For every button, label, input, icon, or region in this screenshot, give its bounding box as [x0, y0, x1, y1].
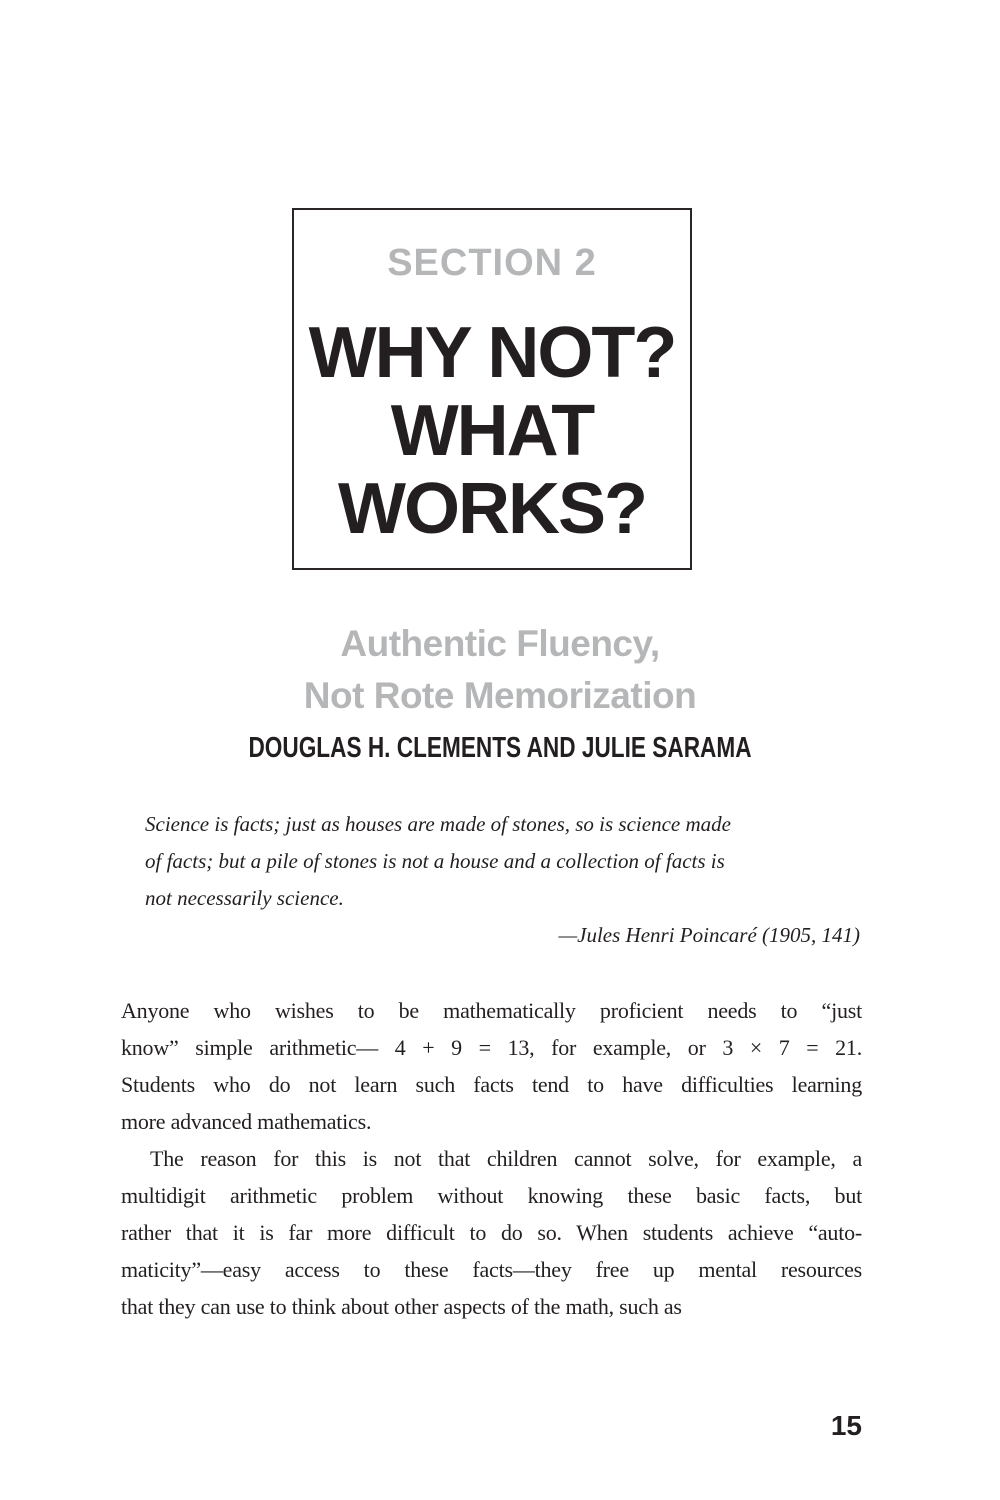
- text-line: WHY NOT?: [308, 313, 676, 393]
- text-line: that they can use to think about other aspects of the math, such as: [121, 1294, 682, 1319]
- body-paragraph-1: [121, 992, 862, 1140]
- section-title: [292, 314, 692, 548]
- epigraph: [145, 806, 860, 954]
- text-line: maticity”—easy access to these facts—they free up mental resources: [121, 1257, 862, 1282]
- text-line: multidigit arithmetic problem without knowing these basic facts, but: [121, 1183, 862, 1208]
- text-line: of facts; but a pile of stones is not a house and a collection of facts is: [145, 849, 725, 873]
- chapter-subtitle: [0, 618, 1000, 722]
- section-kicker: SECTION 2: [387, 242, 597, 284]
- text-line: Anyone who wishes to be mathematically proficient needs to “just: [121, 998, 862, 1023]
- epigraph-text: [145, 806, 860, 917]
- text-line: Students who do not learn such facts tend to have difficulties learning: [121, 1072, 862, 1097]
- text-line: Science is facts; just as houses are made of stones, so is science made: [145, 812, 731, 836]
- text-line: rather that it is far more difficult to do so. When students achieve “auto-: [121, 1220, 862, 1245]
- text-line: WHAT: [390, 391, 594, 471]
- page-number: 15: [830, 1410, 862, 1441]
- text-line: Not Rote Memorization: [303, 675, 697, 716]
- text-line: not necessarily science.: [145, 886, 344, 910]
- author-byline: DOUGLAS H. CLEMENTS AND JULIE SARAMA: [248, 732, 752, 764]
- text-line: know” simple arithmetic— 4 + 9 = 13, for example, or 3 × 7 = 21.: [121, 1035, 862, 1060]
- body-text: [121, 992, 862, 1325]
- text-line: WORKS?: [338, 469, 646, 549]
- text-line: The reason for this is not that children cannot solve, for example, a: [150, 1146, 862, 1171]
- text-line: Authentic Fluency,: [340, 623, 660, 664]
- epigraph-attribution: —Jules Henri Poincaré (1905, 141): [558, 923, 860, 947]
- text-line: more advanced mathematics.: [121, 1109, 372, 1134]
- body-paragraph-2: [121, 1140, 862, 1325]
